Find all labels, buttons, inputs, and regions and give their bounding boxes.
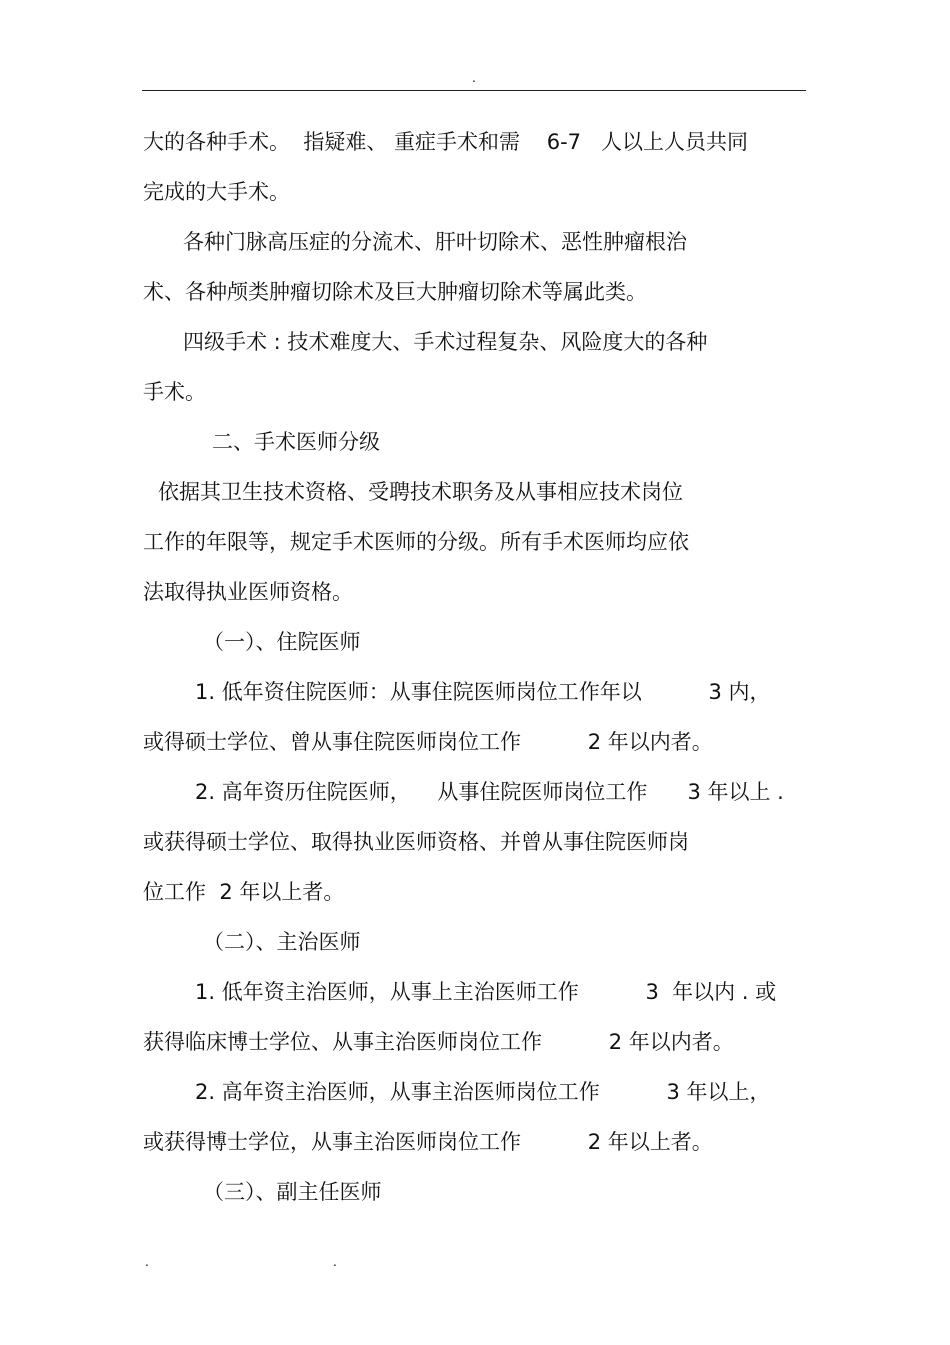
text-line: 法取得执业医师资格。 xyxy=(143,580,353,604)
text-line: 或得硕士学位、曾从事住院医师岗位工作 2 年以内者。 xyxy=(143,730,713,754)
text-line: 或获得硕士学位、取得执业医师资格、并曾从事住院医师岗 xyxy=(143,830,689,854)
page-header-mark: . xyxy=(472,71,476,85)
text-line: 或获得博士学位，从事主治医师岗位工作 2 年以上者。 xyxy=(143,1130,713,1154)
text-line: 完成的大手术。 xyxy=(143,180,290,204)
text-line: 术、各种颅类肿瘤切除术及巨大肿瘤切除术等属此类。 xyxy=(143,280,647,304)
subsection-heading: （二）、主治医师 xyxy=(203,930,361,954)
text-line: 1. 低年资主治医师，从事上主治医师工作 3 年以内 . 或 xyxy=(195,980,777,1004)
text-line: 四级手术 : 技术难度大、手术过程复杂、风险度大的各种 xyxy=(183,330,708,354)
section-heading: 二、手术医师分级 xyxy=(212,430,380,454)
text-line: 大的各种手术。 指疑难、 重症手术和需 6-7 人以上人员共同 xyxy=(143,130,749,154)
header-rule xyxy=(142,90,806,91)
text-line: 各种门脉高压症的分流术、肝叶切除术、恶性肿瘤根治 xyxy=(183,230,687,254)
subsection-heading: （一）、住院医师 xyxy=(203,630,361,654)
text-line: 手术。 xyxy=(143,380,206,404)
text-line: 依据其卫生技术资格、受聘技术职务及从事相应技术岗位 xyxy=(158,480,683,504)
text-line: 获得临床博士学位、从事主治医师岗位工作 2 年以内者。 xyxy=(143,1030,734,1054)
text-line: 位工作 2 年以上者。 xyxy=(143,880,345,904)
text-line: 工作的年限等，规定手术医师的分级。所有手术医师均应依 xyxy=(143,530,689,554)
text-line: 1. 低年资住院医师：从事住院医师岗位工作年以 3 内， xyxy=(195,680,771,704)
text-line: 2. 高年资主治医师，从事主治医师岗位工作 3 年以上， xyxy=(195,1080,771,1104)
page-footer-mark-left: . xyxy=(145,1255,149,1269)
subsection-heading: （三）、副主任医师 xyxy=(203,1180,382,1204)
page-footer-mark-right: . xyxy=(333,1255,337,1269)
text-line: 2. 高年资历住院医师， 从事住院医师岗位工作 3 年以上 . xyxy=(195,780,784,804)
